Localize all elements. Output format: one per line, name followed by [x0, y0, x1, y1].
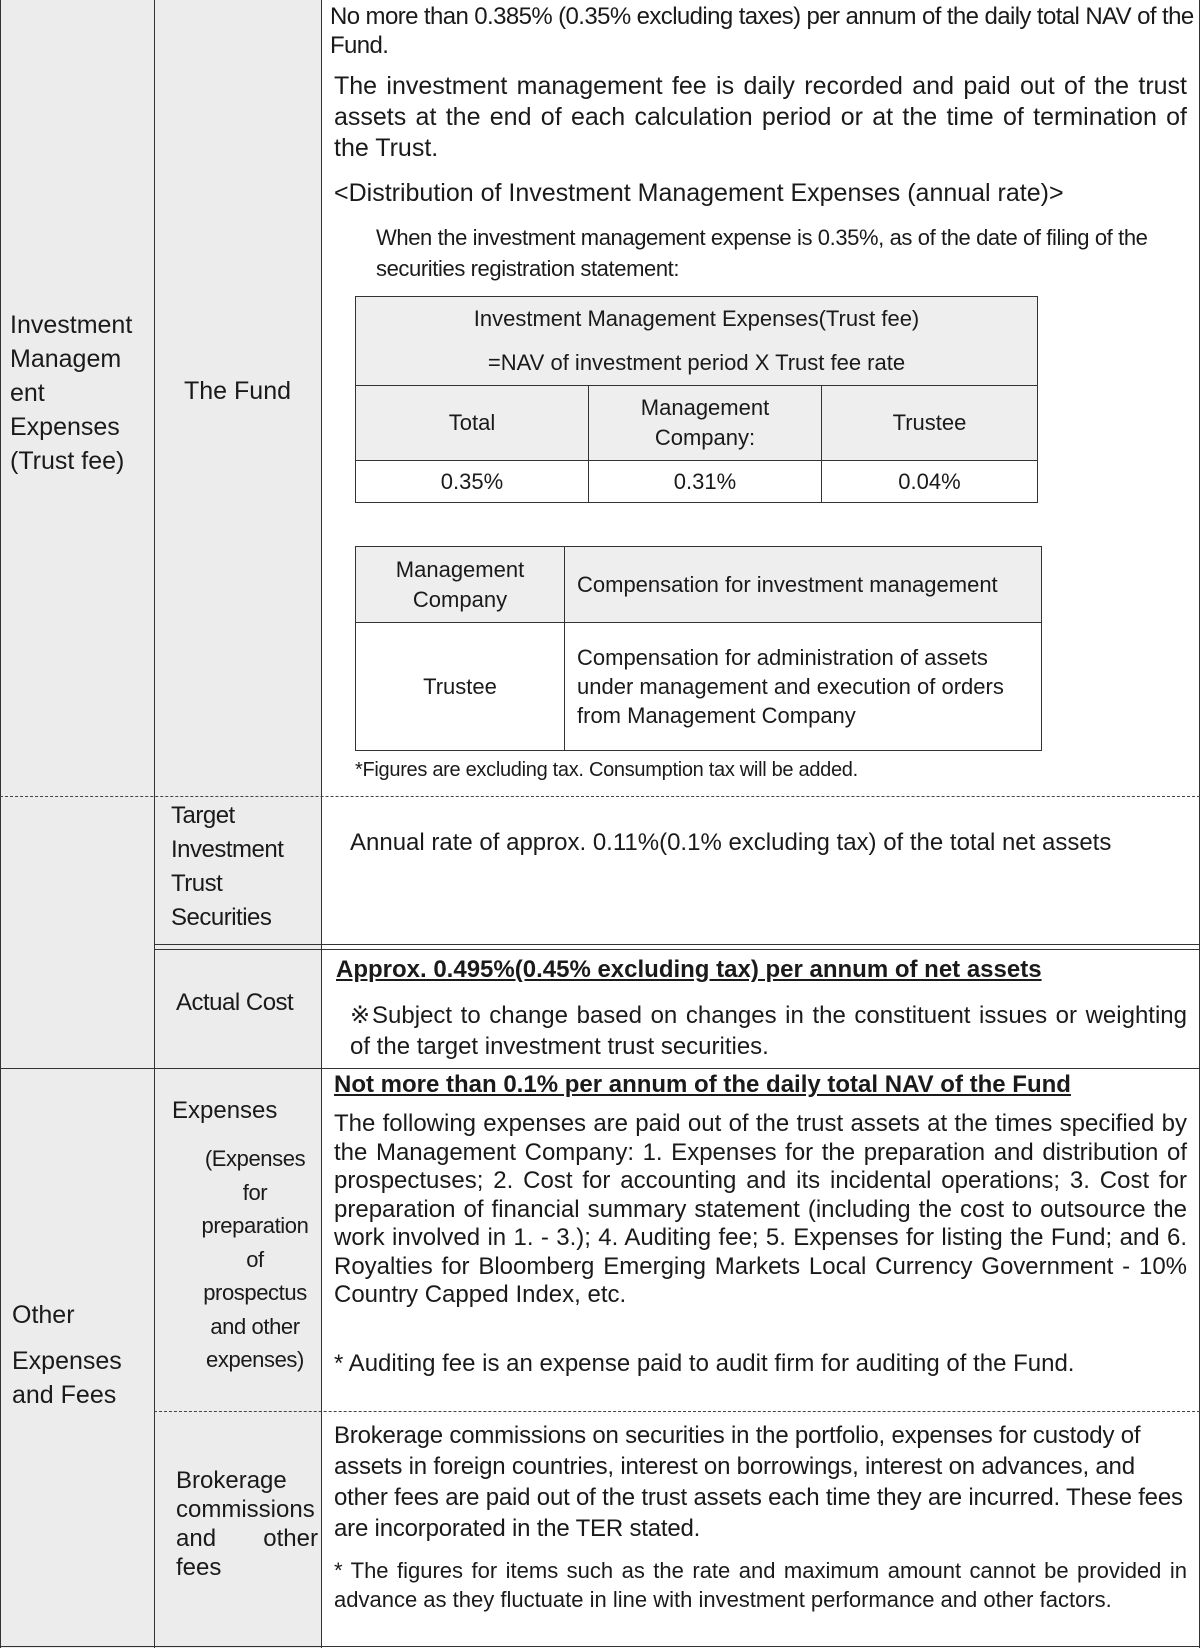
actual-cost-headline: Approx. 0.495%(0.45% excluding tax) per annum of net assets [336, 956, 1042, 983]
roles-party-management-company: Management Company [356, 547, 565, 623]
fee-table-header-total: Total [356, 386, 589, 461]
fee-table-header-management-company: Management Company: [589, 386, 822, 461]
grid-line [0, 0, 1, 1648]
target-securities-rate-text: Annual rate of approx. 0.11%(0.1% excluding tax) of the total net assets [350, 829, 1112, 856]
fee-table-title-line1: Investment Management Expenses(Trust fee) [473, 306, 920, 331]
row-divider [154, 1411, 1200, 1412]
fee-table-value-total: 0.35% [356, 461, 589, 503]
fee-table-header-trustee: Trustee [822, 386, 1038, 461]
distribution-heading: <Distribution of Investment Management Expenses (annual rate)> [334, 179, 1064, 207]
bottom-border [0, 1646, 1200, 1647]
roles-description-trustee: Compensation for administration of assets under management and execution of orders from Management Company [565, 623, 1042, 751]
fee-roles-table [355, 546, 1042, 751]
fund-rate-text: No more than 0.385% (0.35% excluding taxes) per annum of the daily total NAV of the Fund. [330, 3, 1194, 60]
fund-fee-description: The investment management fee is daily recorded and paid out of the trust assets at the end of each calculation period or at the time of termination of the Trust. [334, 72, 1187, 162]
grid-line [321, 0, 322, 1648]
fee-table-title [356, 297, 1038, 386]
row-label-actual-cost: Actual Cost [176, 989, 294, 1016]
section-divider [0, 1068, 1200, 1069]
category-label-other-line1: Other [12, 1301, 75, 1329]
expenses-headline: Not more than 0.1% per annum of the daily total NAV of the Fund [334, 1071, 1071, 1098]
expenses-auditing-note: * Auditing fee is an expense paid to audit firm for auditing of the Fund. [334, 1350, 1075, 1377]
fee-table-value-trustee: 0.04% [822, 461, 1038, 503]
row-divider [154, 949, 1200, 950]
row-label-target-securities: Target Investment Trust Securities [171, 802, 284, 931]
expenses-sublabel: (Expenses for preparation of prospectus and other expenses) [201, 1146, 309, 1372]
row-label-brokerage: Brokerage commissions and other fees [176, 1467, 318, 1581]
fee-footnote: *Figures are excluding tax. Consumption tax will be added. [355, 759, 858, 781]
row-label-the-fund: The Fund [184, 377, 292, 405]
fee-table-value-management-company: 0.31% [589, 461, 822, 503]
brokerage-description: Brokerage commissions on securities in the portfolio, expenses for custody of assets in foreign countries, interest on borrowings, interest on advances, and other fees are paid out of the trust assets each time they are incurred. These fees are incorporated in the TER stated. [334, 1422, 1183, 1542]
category-label-investment-management: Investment Managem ent Expenses (Trust fee) [10, 311, 133, 475]
actual-cost-note: ※Subject to change based on changes in the constituent issues or weighting of the target investment trust securities. [350, 1002, 1187, 1060]
fee-distribution-table [355, 296, 1038, 503]
row-label-expenses: Expenses [172, 1097, 278, 1124]
distribution-note: When the investment management expense is 0.35%, as of the date of filing of the securities registration statement: [376, 225, 1148, 281]
brokerage-note: * The figures for items such as the rate and maximum amount cannot be provided in advance as they fluctuate in line with investment performance and other factors. [334, 1558, 1187, 1612]
fee-table-title-line2: =NAV of investment period X Trust fee rate [487, 350, 906, 375]
roles-party-trustee: Trustee [356, 623, 565, 751]
row-divider [154, 944, 1200, 945]
expenses-description: The following expenses are paid out of the trust assets at the times specified by the Management Company: 1. Expenses for the preparation and distribution of prospectuses; 2. Cost for accounting and its incidental operations; 3. Cost for preparation of financial summary statement (including the cost to outsource the work involved in 1. - 3.); 4. Auditing fee; 5. Expenses for listing the Fund; and 6. Royalties for Bloomberg Emerging Markets Local Currency Government - 10% Country Capped Index, etc. [334, 1110, 1187, 1308]
grid-line [154, 0, 155, 1648]
roles-description-management-company: Compensation for investment management [565, 547, 1042, 623]
category-label-other-line2: Expenses and Fees [12, 1347, 122, 1409]
row-divider [0, 796, 1200, 797]
